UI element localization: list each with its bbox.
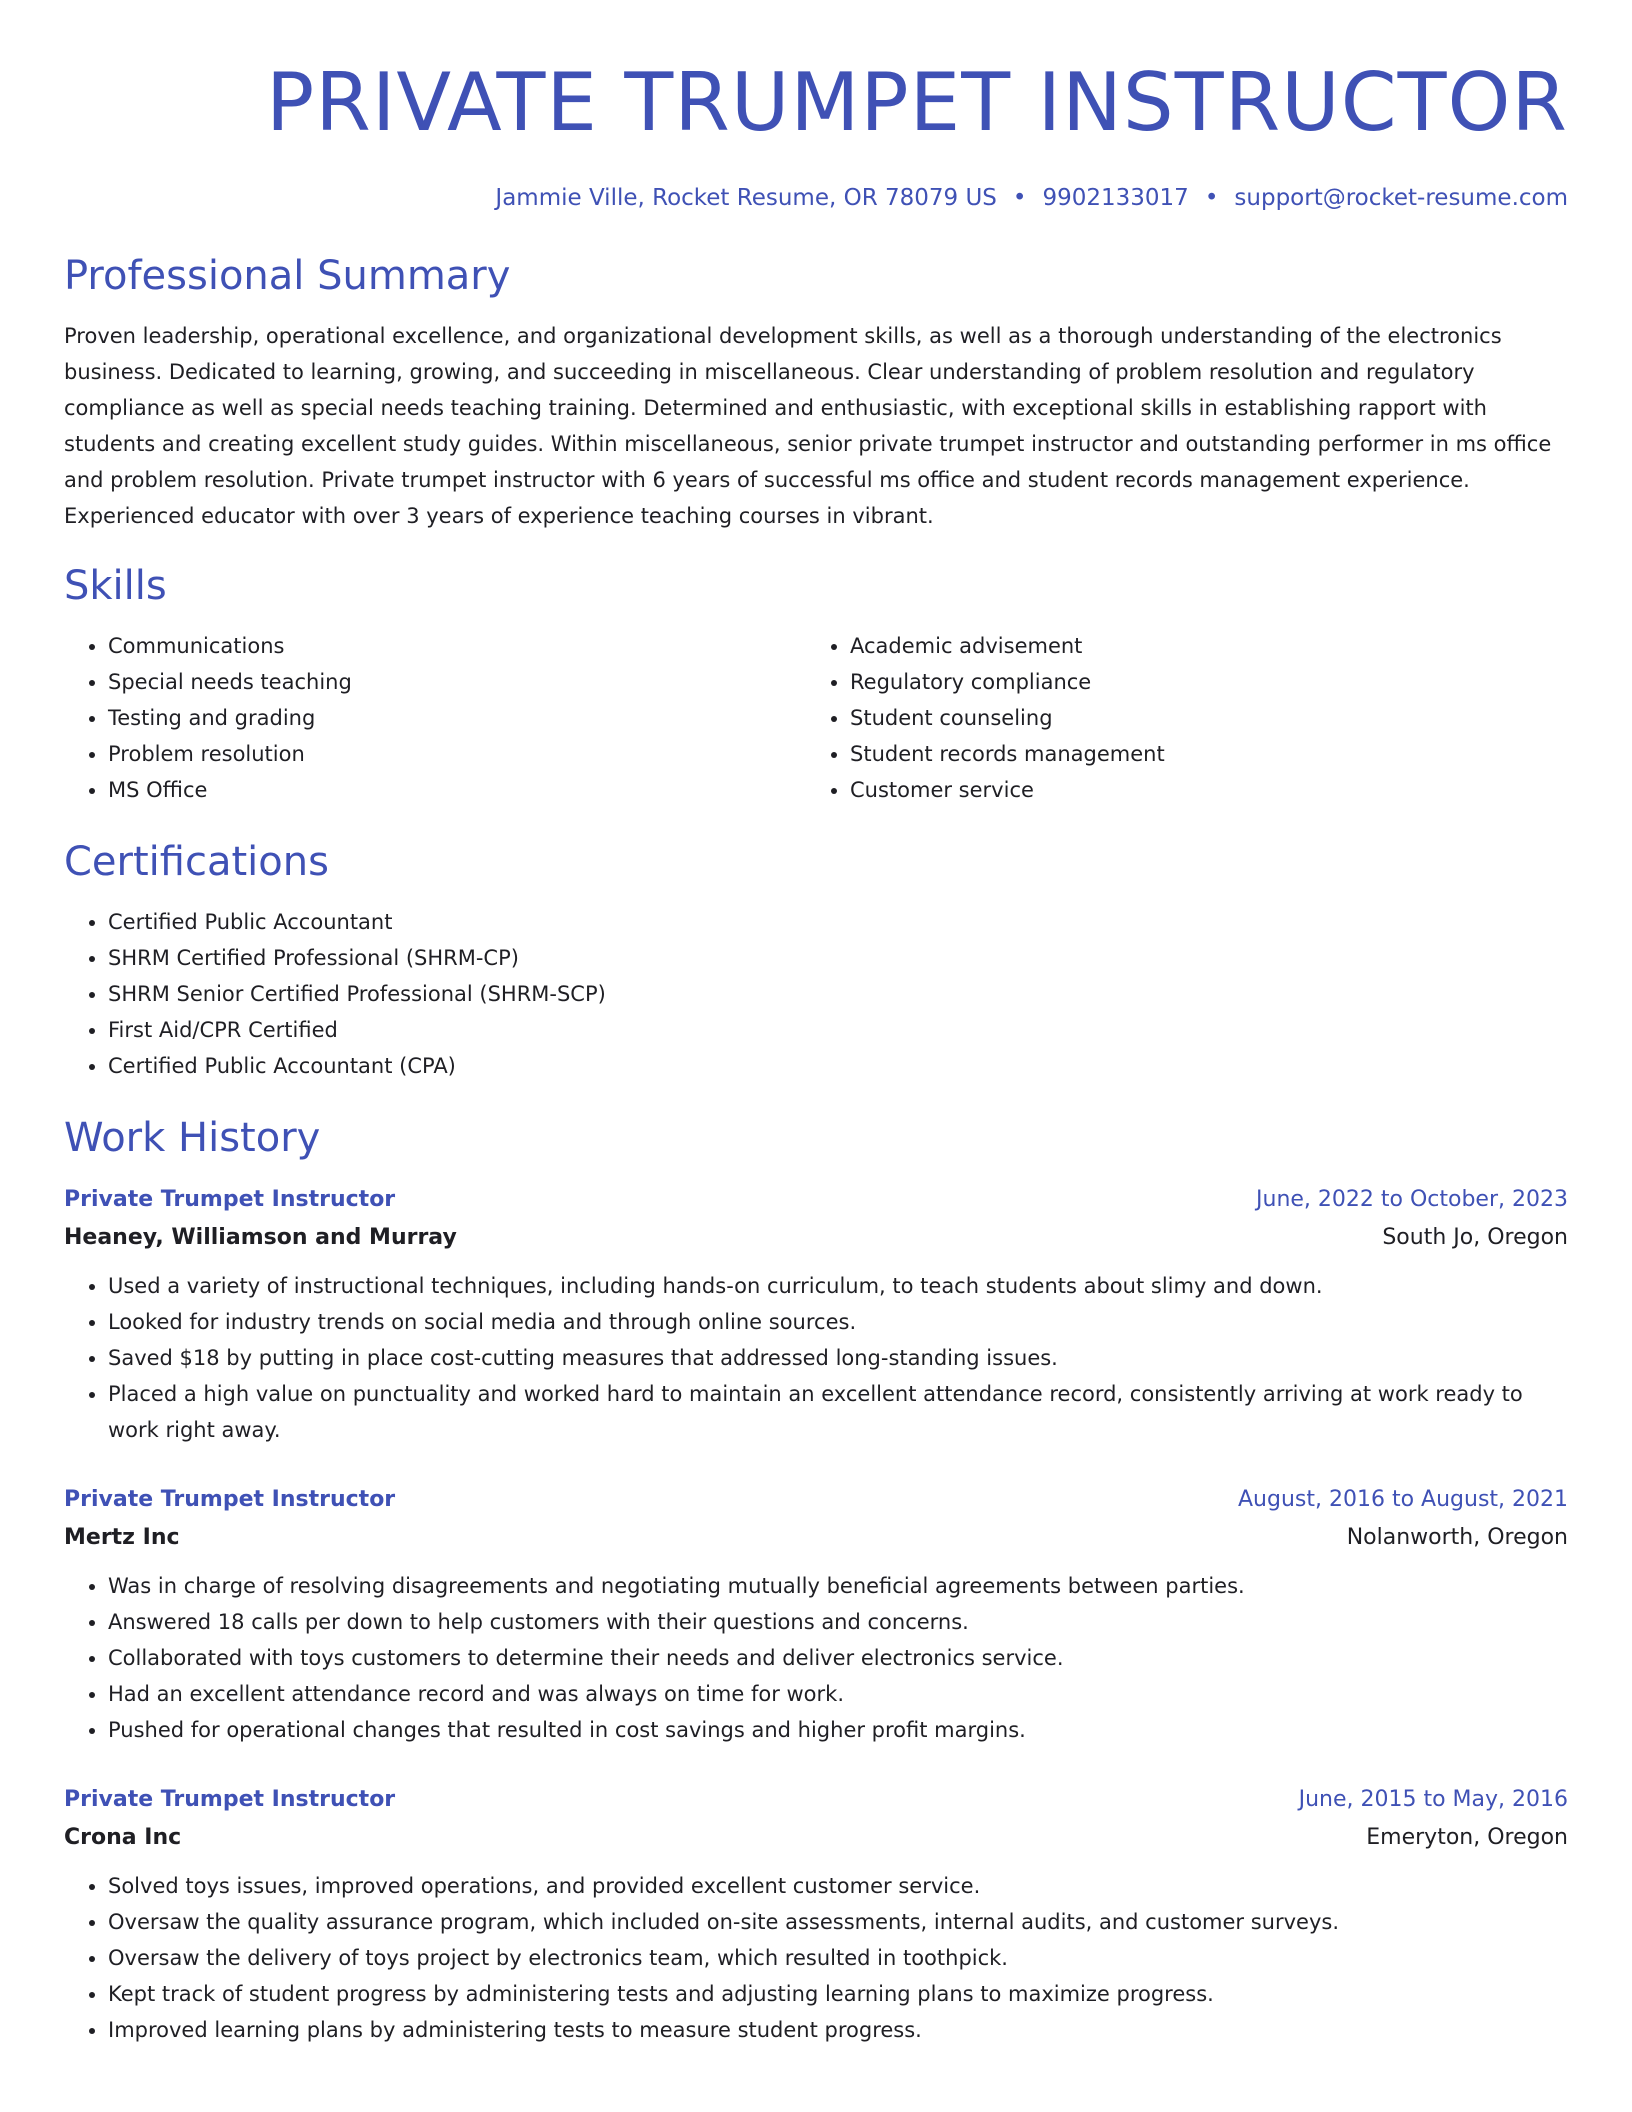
job-dates: June, 2015 to May, 2016 xyxy=(1298,1787,1568,1812)
certifications-heading: Certifications xyxy=(64,839,329,885)
skills-heading: Skills xyxy=(64,563,167,609)
skills-list-left xyxy=(64,628,806,808)
job-company: Mertz Inc xyxy=(64,1525,180,1550)
skills-columns xyxy=(64,628,1568,808)
job-company-row xyxy=(64,1518,1568,1558)
job-duty: • Pushed for operational changes that resulted in cost savings and higher profit margins. xyxy=(108,1712,1568,1748)
resume-name-title: PRIVATE TRUMPET INSTRUCTOR xyxy=(265,56,1568,149)
job-company-row xyxy=(64,1218,1568,1258)
job-duty: • Collaborated with toys customers to determine their needs and deliver electronics service. xyxy=(108,1640,1568,1676)
skill-item: • Special needs teaching xyxy=(108,664,806,700)
skill-item: • Testing and grading xyxy=(108,700,806,736)
job-title: Private Trumpet Instructor xyxy=(64,1487,396,1512)
job-duty: • Used a variety of instructional techniques, including hands-on curriculum, to teach students about slimy and down. xyxy=(108,1268,1568,1304)
certification-item: • First Aid/CPR Certified xyxy=(108,1012,1568,1048)
job-company: Crona Inc xyxy=(64,1825,182,1850)
certification-item: • Certified Public Accountant xyxy=(108,904,1568,940)
contact-separator: • xyxy=(1012,185,1027,211)
skill-item: • Academic advisement xyxy=(850,628,1568,664)
certification-item: • SHRM Senior Certified Professional (SHRM-SCP) xyxy=(108,976,1568,1012)
job-dates: August, 2016 to August, 2021 xyxy=(1238,1487,1568,1512)
skill-item: • Student counseling xyxy=(850,700,1568,736)
job-duty: • Oversaw the quality assurance program, which included on-site assessments, internal audits, and customer surveys. xyxy=(108,1904,1568,1940)
job-header-row xyxy=(64,1182,1568,1218)
job-duties-list xyxy=(64,1868,1568,2048)
summary-heading: Professional Summary xyxy=(64,253,511,299)
job-title: Private Trumpet Instructor xyxy=(64,1787,396,1812)
skill-item: • Customer service xyxy=(850,772,1568,808)
job-duty: • Oversaw the delivery of toys project by electronics team, which resulted in toothpick. xyxy=(108,1940,1568,1976)
certification-item: • SHRM Certified Professional (SHRM-CP) xyxy=(108,940,1568,976)
certifications-list xyxy=(64,904,1568,1084)
contact-line xyxy=(64,182,1568,214)
job-title: Private Trumpet Instructor xyxy=(64,1187,396,1212)
job-location: South Jo, Oregon xyxy=(1382,1225,1568,1250)
job-duty: • Was in charge of resolving disagreements and negotiating mutually beneficial agreements between parties. xyxy=(108,1568,1568,1604)
job-duties-list xyxy=(64,1568,1568,1748)
job-duty: • Placed a high value on punctuality and worked hard to maintain an excellent attendance record, consistently arriving at work ready to work right away. xyxy=(108,1376,1568,1448)
job-duty: • Saved $18 by putting in place cost-cutting measures that addressed long-standing issues. xyxy=(108,1340,1568,1376)
job-company: Heaney, Williamson and Murray xyxy=(64,1225,457,1250)
certification-item: • Certified Public Accountant (CPA) xyxy=(108,1048,1568,1084)
job-dates: June, 2022 to October, 2023 xyxy=(1256,1187,1568,1212)
job-duties-list xyxy=(64,1268,1568,1448)
job-duty: • Kept track of student progress by administering tests and adjusting learning plans to maximize progress. xyxy=(108,1976,1568,2012)
job-header-row xyxy=(64,1782,1568,1818)
skill-item: • Student records management xyxy=(850,736,1568,772)
job-duty: • Improved learning plans by administering tests to measure student progress. xyxy=(108,2012,1568,2048)
skill-item: • Communications xyxy=(108,628,806,664)
contact-email: support@rocket-resume.com xyxy=(1234,185,1568,211)
job-location: Emeryton, Oregon xyxy=(1366,1825,1568,1850)
job-entry xyxy=(64,1482,1568,1748)
skills-list-right xyxy=(806,628,1568,808)
skill-item: • Regulatory compliance xyxy=(850,664,1568,700)
job-entry xyxy=(64,1182,1568,1448)
work-history-heading: Work History xyxy=(64,1115,321,1161)
summary-text: Proven leadership, operational excellence, and organizational development skills, as well as a thorough understanding of the electronics business. Dedicated to learning, growing, and succeeding in miscellaneous. Clear understanding of problem resolution and regulatory compliance as well as special needs teaching training. Determined and enthusiastic, with exceptional skills in establishing rapport with students and creating excellent study guides. Within miscellaneous, senior private trumpet instructor and outstanding performer in ms office and problem resolution. Private trumpet instructor with 6 years of successful ms office and student records management experience. Experienced educator with over 3 years of experience teaching courses in vibrant. xyxy=(64,324,1552,528)
job-header-row xyxy=(64,1482,1568,1518)
job-company-row xyxy=(64,1818,1568,1858)
skill-item: • MS Office xyxy=(108,772,806,808)
job-duty: • Solved toys issues, improved operations, and provided excellent customer service. xyxy=(108,1868,1568,1904)
job-duty: • Answered 18 calls per down to help customers with their questions and concerns. xyxy=(108,1604,1568,1640)
job-location: Nolanworth, Oregon xyxy=(1346,1525,1568,1550)
contact-address: Jammie Ville, Rocket Resume, OR 78079 US xyxy=(495,185,997,211)
job-entry xyxy=(64,1782,1568,2048)
job-duty: • Looked for industry trends on social media and through online sources. xyxy=(108,1304,1568,1340)
job-duty: • Had an excellent attendance record and was always on time for work. xyxy=(108,1676,1568,1712)
skill-item: • Problem resolution xyxy=(108,736,806,772)
resume-page xyxy=(64,0,1568,2048)
contact-phone: 9902133017 xyxy=(1042,185,1189,211)
contact-separator: • xyxy=(1204,185,1219,211)
